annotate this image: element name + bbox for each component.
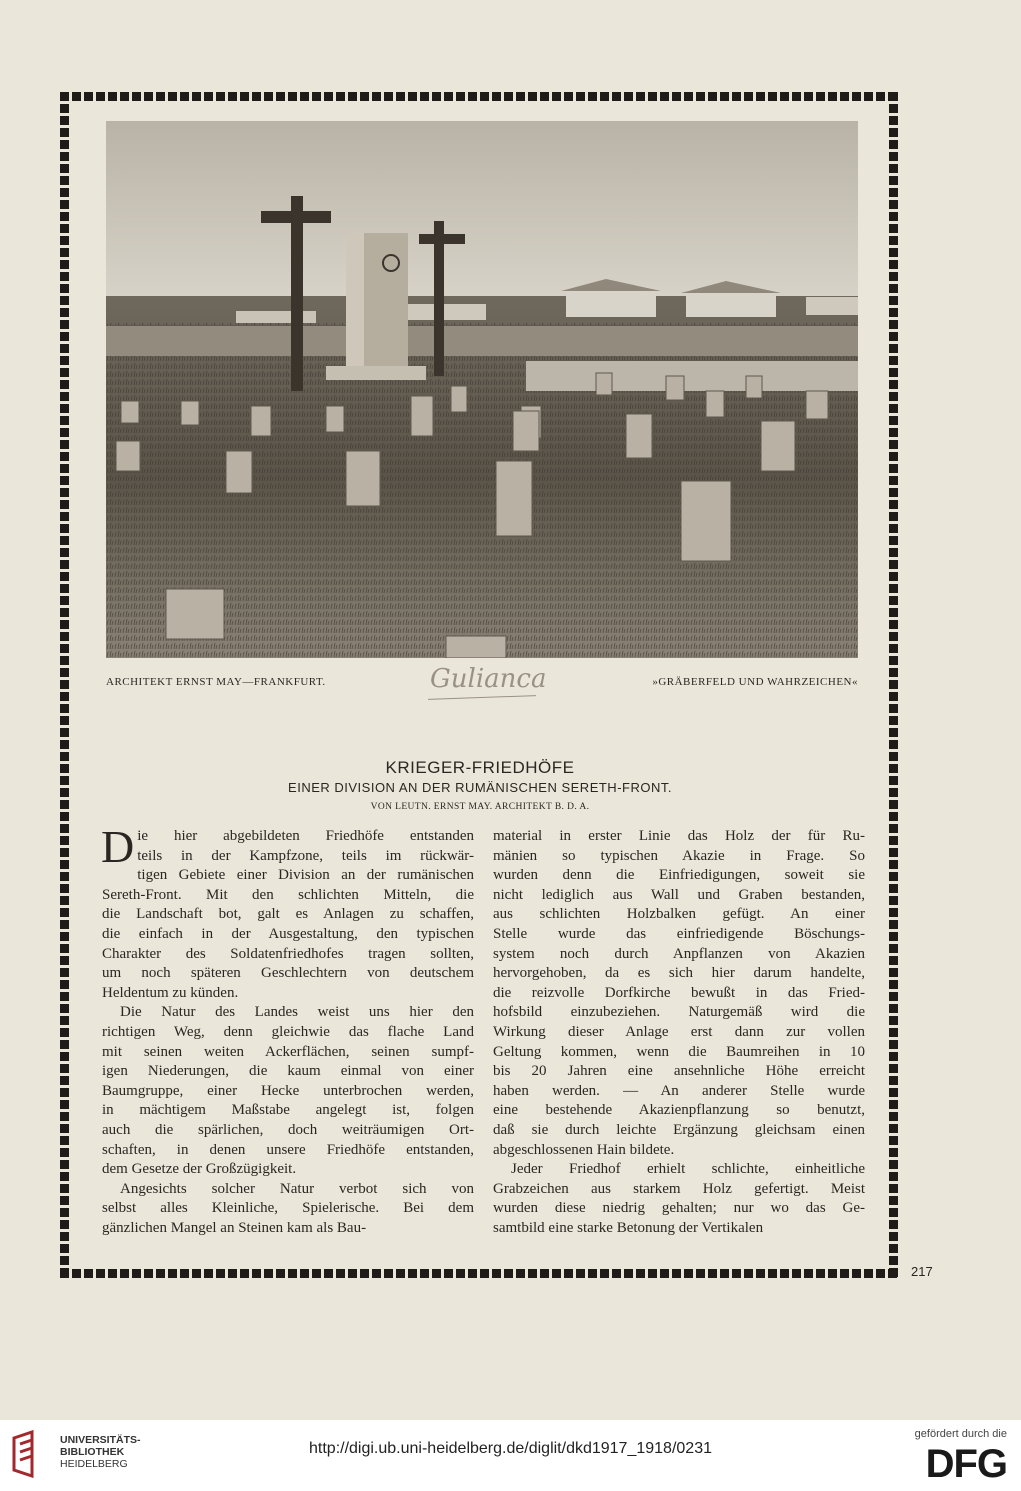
text-line: eine bestehende Akazienpflanzung so benutzt, [493, 1102, 865, 1119]
text-line: Die Natur des Landes weist uns hier den [120, 1004, 474, 1021]
text-line: abgeschlossenen Hain bildete. [493, 1141, 675, 1158]
photo-caption-title: »GRÄBERFELD UND WAHRZEICHEN« [652, 676, 858, 688]
text-line: Grabzeichen aus starkem Holz gefertigt. Meist [493, 1180, 865, 1197]
cemetery-photograph [106, 121, 858, 658]
text-line: mit seinen weiten Ackerflächen, seinen sumpf- [102, 1043, 474, 1060]
text-line: die Landschaft bot, galt es Anlagen zu schaffen, [102, 906, 474, 923]
text-line: richtigen Weg, denn gleichwie das flache Land [102, 1023, 474, 1040]
article-column-left [101, 821, 474, 1238]
text-line: gänzlichen Mangel an Steinen kam als Bau- [102, 1219, 367, 1236]
text-line: hofsbild einzubeziehen. Naturgemäß wird die [493, 1004, 865, 1021]
text-line: nicht lediglich aus Wall und Graben bestanden, [493, 886, 865, 903]
frame-right-border [889, 92, 898, 1278]
text-line: Angesichts solcher Natur verbot sich von [120, 1180, 474, 1197]
handwritten-annotation: Gulianca [430, 664, 547, 694]
text-line: um noch späteren Geschlechtern von deutschem [102, 965, 474, 982]
article-column-right [493, 827, 865, 1238]
text-line: teils in der Kampfzone, teils im rückwär- [137, 847, 474, 864]
text-line: Geltung kommen, wenn die Baumreihen in 10 [493, 1043, 865, 1060]
library-name-line-3: HEIDELBERG [60, 1458, 128, 1470]
text-line: igen Niederungen, die kaum einmal von einer [102, 1063, 474, 1080]
article-subtitle: EINER DIVISION AN DER RUMÄNISCHEN SERETH-FRONT. [288, 780, 672, 795]
text-line: wurden denn die Einfriedigungen, soweit sie [493, 867, 865, 884]
text-line: material in erster Linie das Holz der für Ru- [493, 828, 865, 844]
library-name-line-2: BIBLIOTHEK [60, 1446, 125, 1458]
text-line: samtbild eine starke Betonung der Vertikalen [493, 1219, 764, 1236]
text-line: hervorgehoben, da es sich hier darum handelte, [493, 965, 865, 982]
handwritten-underline [428, 695, 536, 700]
drop-cap: D [101, 821, 135, 872]
text-line: schaften, in denen unsere Friedhöfe entstanden, [102, 1141, 474, 1158]
cemetery-photo-illustration [106, 121, 858, 658]
article-byline: VON LEUTN. ERNST MAY. ARCHITEKT B. D. A. [370, 802, 590, 812]
text-line: wurden diese niedrig gehalten; nur wo das Ge- [493, 1200, 865, 1217]
text-line: in mächtigem Maßstabe angelegt ist, folgen [102, 1102, 474, 1119]
text-line: ie hier abgebildeten Friedhöfe entstanden [137, 828, 474, 844]
text-line: Charakter des Soldatenfriedhofes tragen sollten, [102, 945, 474, 962]
text-line: mänien so typischen Akazie in Frage. So [493, 847, 865, 864]
photo-caption-architect: ARCHITEKT ERNST MAY—FRANKFURT. [106, 676, 326, 688]
frame-top-border [60, 92, 900, 101]
text-line: Baumgruppe, einer Hecke unterbrochen werden, [102, 1082, 474, 1099]
text-line: system noch durch Anpflanzen von Akazien [493, 945, 865, 962]
frame-left-border [60, 92, 69, 1278]
text-line: tigen Gebiete einer Division an der rumänischen [137, 867, 474, 884]
text-line: Stelle wurde das einfriedigende Böschungs- [493, 925, 865, 942]
text-line: selbst alles Kleinliche, Spielerische. Bei dem [102, 1200, 474, 1217]
text-line: Sereth-Front. Mit den schlichten Mitteln, die [102, 886, 474, 903]
footer-bar [0, 1420, 1021, 1491]
funding-note: gefördert durch die [914, 1428, 1007, 1440]
text-line: bis 20 Jahren eine ansehnliche Höhe erreicht [493, 1063, 865, 1080]
permalink-url[interactable]: http://digi.ub.uni-heidelberg.de/diglit/dkd1917_1918/0231 [309, 1440, 712, 1457]
library-name-line-1: UNIVERSITÄTS- [60, 1434, 141, 1446]
text-line: Wirkung dieser Anlage erst dann zur vollen [493, 1023, 865, 1040]
text-line: daß sie durch leichte Ergänzung gleichsam einen [493, 1121, 865, 1138]
page-number: 217 [911, 1264, 933, 1279]
text-line: dem Gesetze der Großzügigkeit. [102, 1161, 297, 1178]
text-line: Jeder Friedhof erhielt schlichte, einheitliche [511, 1161, 865, 1178]
dfg-logo: DFG [925, 1442, 1007, 1486]
text-line: auch die spärlichen, doch weiträumigen Ort- [102, 1121, 474, 1138]
article-title: KRIEGER-FRIEDHÖFE [385, 758, 575, 777]
text-line: haben werden. — An anderer Stelle wurde [493, 1082, 865, 1099]
text-line: Heldentum zu künden. [102, 984, 239, 1001]
frame-bottom-border [60, 1269, 900, 1278]
text-line: aus schlichten Holzbalken gefügt. An einer [493, 906, 865, 923]
text-line: die einfach in der Ausgestaltung, den typischen [102, 925, 474, 942]
text-line: die reizvolle Dorfkirche bewußt in das Fried- [493, 984, 865, 1001]
